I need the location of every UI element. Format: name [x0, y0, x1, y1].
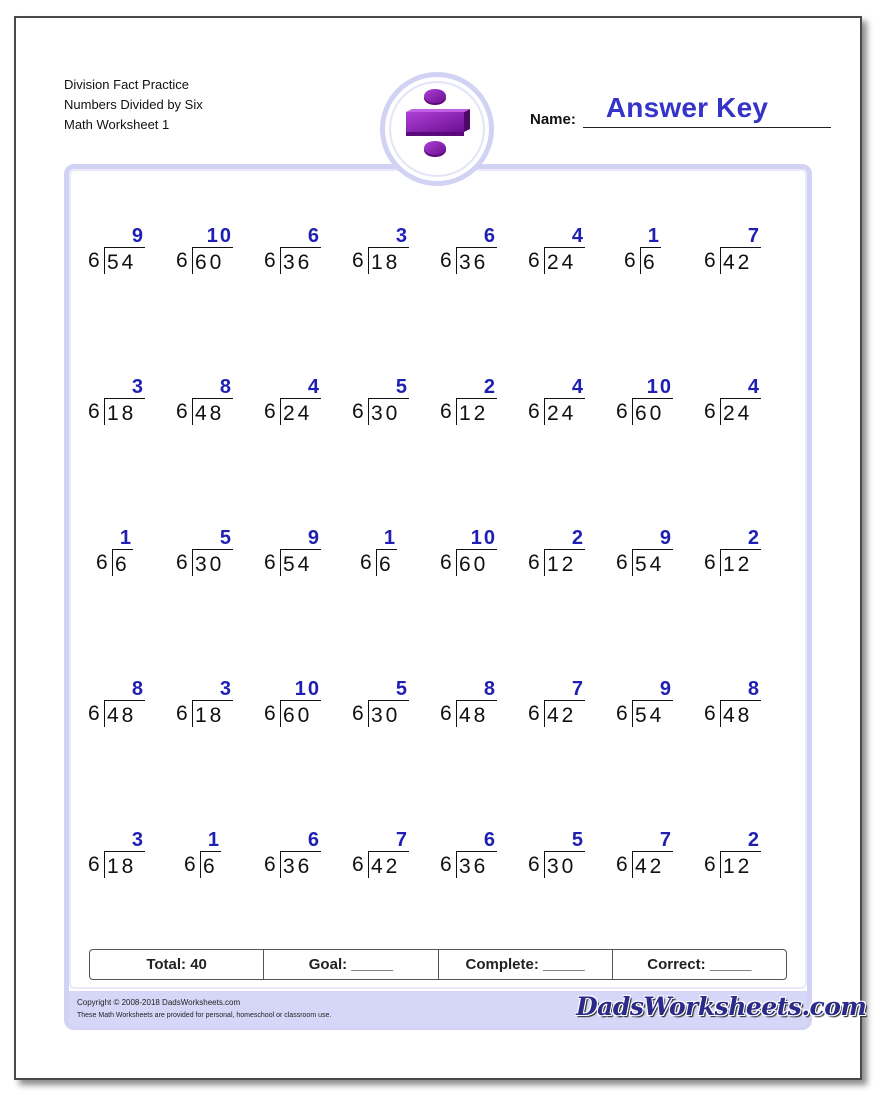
- divisor: 6: [352, 400, 365, 423]
- dividend: 42: [545, 700, 585, 728]
- divisor: 6: [264, 551, 277, 574]
- dividend: 48: [193, 398, 233, 426]
- quotient-answer: 8: [483, 678, 497, 700]
- dividend: 18: [105, 851, 145, 879]
- division-problem: [704, 677, 784, 737]
- divisor: 6: [352, 249, 365, 272]
- quotient-answer: 9: [659, 678, 673, 700]
- quotient-answer: 4: [571, 376, 585, 398]
- dividend: 6: [201, 851, 221, 879]
- dividend: 30: [369, 700, 409, 728]
- dividend: 36: [281, 851, 321, 879]
- quotient-answer: 3: [395, 225, 409, 247]
- dividend: 54: [633, 700, 673, 728]
- worksheet-number: Math Worksheet 1: [64, 117, 170, 132]
- dividend: 18: [193, 700, 233, 728]
- dividend: 54: [281, 549, 321, 577]
- divisor: 6: [704, 249, 717, 272]
- divisor: 6: [616, 400, 629, 423]
- divisor: 6: [88, 249, 101, 272]
- division-problem: [264, 375, 344, 435]
- divisor: 6: [616, 702, 629, 725]
- dividend: 48: [105, 700, 145, 728]
- divisor: 6: [88, 853, 101, 876]
- divisor: 6: [264, 400, 277, 423]
- division-problem: [176, 828, 256, 888]
- divisor: 6: [704, 702, 717, 725]
- division-problem: [528, 677, 608, 737]
- dividend: 60: [281, 700, 321, 728]
- dividend: 6: [113, 549, 133, 577]
- dividend: 6: [377, 549, 397, 577]
- answer-key-text: Answer Key: [605, 92, 769, 123]
- divisor: 6: [96, 551, 109, 574]
- division-problem: [528, 526, 608, 586]
- divisor: 6: [176, 702, 189, 725]
- divisor: 6: [264, 853, 277, 876]
- division-problem: [88, 828, 168, 888]
- quotient-answer: 6: [483, 829, 497, 851]
- quotient-answer: 5: [395, 376, 409, 398]
- division-problem: [88, 224, 168, 284]
- division-problem: [704, 828, 784, 888]
- quotient-answer: 10: [206, 225, 233, 247]
- quotient-answer: 6: [483, 225, 497, 247]
- division-problem: [440, 526, 520, 586]
- division-problem: [352, 828, 432, 888]
- divisor: 6: [352, 853, 365, 876]
- worksheet-title: Division Fact Practice: [64, 77, 189, 92]
- divisor: 6: [440, 551, 453, 574]
- division-problem: [176, 375, 256, 435]
- division-problem: [704, 526, 784, 586]
- division-problem: [176, 224, 256, 284]
- quotient-answer: 3: [131, 829, 145, 851]
- dividend: 24: [545, 247, 585, 275]
- division-problem: [440, 677, 520, 737]
- division-sign-icon: [398, 88, 476, 170]
- dividend: 36: [457, 851, 497, 879]
- dividend: 42: [369, 851, 409, 879]
- divisor: 6: [88, 702, 101, 725]
- divisor: 6: [528, 400, 541, 423]
- divisor: 6: [528, 853, 541, 876]
- quotient-answer: 1: [119, 527, 133, 549]
- divisor: 6: [616, 853, 629, 876]
- divisor: 6: [176, 551, 189, 574]
- division-problem: [616, 677, 696, 737]
- divisor: 6: [528, 249, 541, 272]
- divisor: 6: [704, 400, 717, 423]
- worksheet-subtitle: Numbers Divided by Six: [64, 97, 203, 112]
- division-problem: [88, 375, 168, 435]
- divisor: 6: [176, 249, 189, 272]
- quotient-answer: 5: [571, 829, 585, 851]
- copyright-text: Copyright © 2008-2018 DadsWorksheets.com: [77, 998, 241, 1007]
- quotient-answer: 8: [747, 678, 761, 700]
- dividend: 60: [633, 398, 673, 426]
- dividend: 24: [545, 398, 585, 426]
- quotient-answer: 10: [470, 527, 497, 549]
- dividend: 18: [105, 398, 145, 426]
- quotient-answer: 4: [307, 376, 321, 398]
- division-problem: [704, 224, 784, 284]
- quotient-answer: 2: [483, 376, 497, 398]
- quotient-answer: 10: [294, 678, 321, 700]
- division-problem: [264, 828, 344, 888]
- division-problem: [704, 375, 784, 435]
- dividend: 42: [633, 851, 673, 879]
- dividend: 36: [281, 247, 321, 275]
- name-label: Name:: [530, 111, 576, 128]
- goal-field: Goal: _____: [264, 950, 438, 979]
- dividend: 6: [641, 247, 661, 275]
- quotient-answer: 3: [219, 678, 233, 700]
- usage-notice: These Math Worksheets are provided for personal, homeschool or classroom use.: [77, 1012, 332, 1019]
- dividend: 24: [721, 398, 761, 426]
- divisor: 6: [704, 551, 717, 574]
- dividend: 18: [369, 247, 409, 275]
- quotient-answer: 2: [747, 829, 761, 851]
- dividend: 48: [457, 700, 497, 728]
- dividend: 12: [545, 549, 585, 577]
- quotient-answer: 9: [131, 225, 145, 247]
- divisor: 6: [624, 249, 637, 272]
- correct-field: Correct: _____: [647, 956, 752, 973]
- dividend: 30: [545, 851, 585, 879]
- quotient-answer: 10: [646, 376, 673, 398]
- divisor: 6: [360, 551, 373, 574]
- quotient-answer: 7: [659, 829, 673, 851]
- quotient-answer: 1: [383, 527, 397, 549]
- quotient-answer: 1: [647, 225, 661, 247]
- quotient-answer: 7: [571, 678, 585, 700]
- quotient-answer: 9: [307, 527, 321, 549]
- division-problem: [352, 375, 432, 435]
- division-problem: [616, 375, 696, 435]
- dividend: 12: [457, 398, 497, 426]
- quotient-answer: 5: [219, 527, 233, 549]
- dividend: 36: [457, 247, 497, 275]
- dividend: 24: [281, 398, 321, 426]
- divisor: 6: [184, 853, 197, 876]
- total-count: Total: 40: [90, 950, 264, 979]
- quotient-answer: 3: [131, 376, 145, 398]
- quotient-answer: 1: [207, 829, 221, 851]
- quotient-answer: 2: [747, 527, 761, 549]
- dividend: 42: [721, 247, 761, 275]
- divisor: 6: [264, 702, 277, 725]
- dividend: 54: [105, 247, 145, 275]
- division-problem: [264, 526, 344, 586]
- quotient-answer: 6: [307, 225, 321, 247]
- quotient-answer: 7: [395, 829, 409, 851]
- divisor: 6: [704, 853, 717, 876]
- division-problem: [352, 526, 432, 586]
- divisor: 6: [264, 249, 277, 272]
- score-bar: [89, 949, 787, 980]
- quotient-answer: 9: [659, 527, 673, 549]
- quotient-answer: 2: [571, 527, 585, 549]
- quotient-answer: 8: [219, 376, 233, 398]
- divisor: 6: [88, 400, 101, 423]
- name-field-line: [583, 127, 831, 128]
- quotient-answer: 5: [395, 678, 409, 700]
- brand-logo: DadsWorksheets.com: [576, 992, 867, 1021]
- division-problem: [616, 224, 696, 284]
- dividend: 30: [193, 549, 233, 577]
- division-problem: [88, 526, 168, 586]
- dividend: 12: [721, 851, 761, 879]
- division-problem: [440, 375, 520, 435]
- quotient-answer: 6: [307, 829, 321, 851]
- division-problem: [264, 224, 344, 284]
- dividend: 60: [193, 247, 233, 275]
- division-problem: [440, 224, 520, 284]
- quotient-answer: 7: [747, 225, 761, 247]
- division-problem: [264, 677, 344, 737]
- dividend: 12: [721, 549, 761, 577]
- dividend: 30: [369, 398, 409, 426]
- quotient-answer: 4: [571, 225, 585, 247]
- division-problem: [616, 828, 696, 888]
- division-problem: [176, 526, 256, 586]
- division-problem: [352, 677, 432, 737]
- division-problem: [352, 224, 432, 284]
- divisor: 6: [440, 400, 453, 423]
- quotient-answer: 4: [747, 376, 761, 398]
- divisor: 6: [440, 853, 453, 876]
- division-problem: [440, 828, 520, 888]
- divisor: 6: [176, 400, 189, 423]
- divisor: 6: [528, 702, 541, 725]
- dividend: 54: [633, 549, 673, 577]
- complete-field: Complete: _____: [439, 950, 613, 979]
- dividend: 60: [457, 549, 497, 577]
- divisor: 6: [528, 551, 541, 574]
- divisor: 6: [616, 551, 629, 574]
- divisor: 6: [440, 702, 453, 725]
- divisor: 6: [352, 702, 365, 725]
- division-problem: [616, 526, 696, 586]
- division-problem: [528, 375, 608, 435]
- division-problem: [528, 828, 608, 888]
- quotient-answer: 8: [131, 678, 145, 700]
- division-problem: [88, 677, 168, 737]
- division-problem: [528, 224, 608, 284]
- divisor: 6: [440, 249, 453, 272]
- division-problem: [176, 677, 256, 737]
- dividend: 48: [721, 700, 761, 728]
